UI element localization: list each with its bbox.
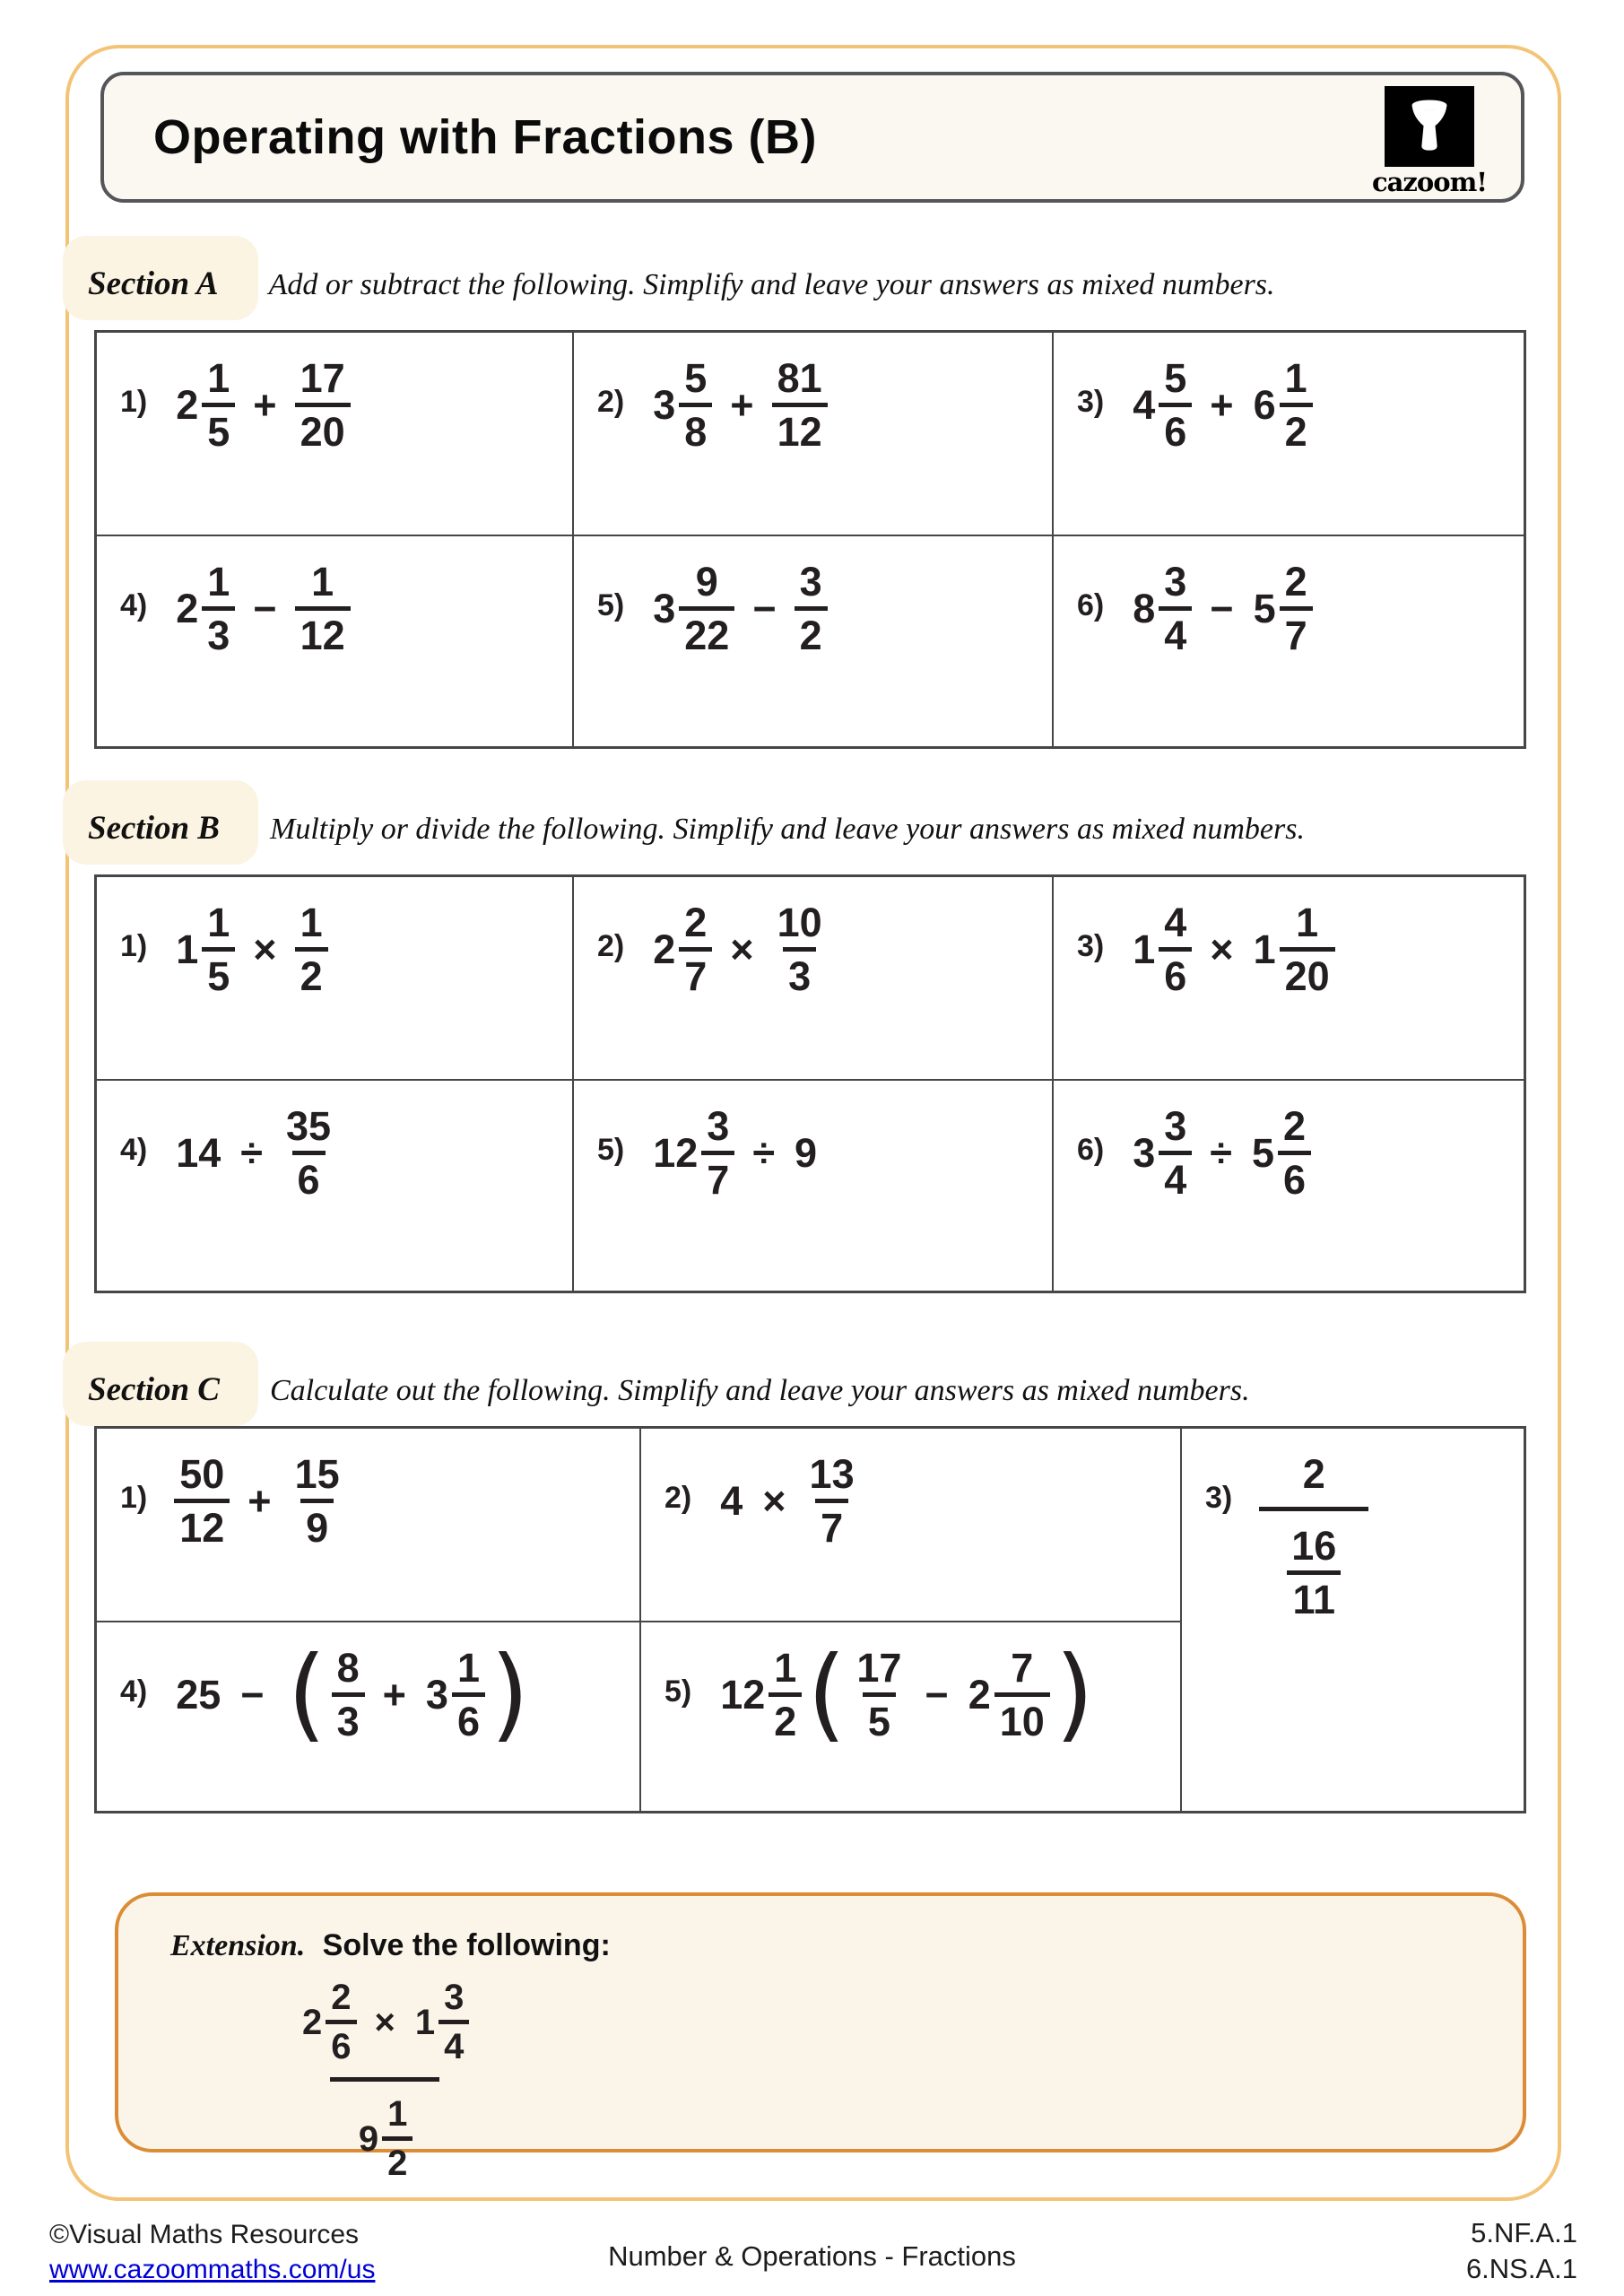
math-expression — [174, 1103, 336, 1203]
problem-cell — [97, 1622, 641, 1811]
mixed-number: 12 3 7 — [651, 1106, 734, 1200]
problem-cell — [574, 1081, 1054, 1291]
math-expression — [174, 1634, 534, 1753]
operator: × — [1210, 926, 1234, 972]
problem-cell — [97, 877, 574, 1081]
mixed-number: 6 1 2 — [1252, 358, 1313, 452]
fraction: 17 5 — [856, 1645, 902, 1744]
math-expression — [651, 561, 827, 656]
section-c-table — [94, 1426, 1526, 1813]
math-expression — [651, 355, 827, 455]
problem-cell — [574, 877, 1054, 1081]
mixed-number: 2 2 6 — [300, 1979, 357, 2065]
extension-box — [115, 1892, 1526, 2183]
section-c-label: Section C — [88, 1371, 220, 1408]
mixed-number: 3 9 22 — [651, 561, 734, 656]
operator: + — [253, 382, 277, 428]
complex-fraction — [274, 1979, 496, 2181]
section-c-header — [88, 1370, 1250, 1409]
mixed-number: 9 1 2 — [357, 2096, 413, 2181]
fraction: 8 3 — [332, 1648, 365, 1742]
mixed-number: 12 1 2 — [718, 1648, 802, 1742]
mixed-number: 3 5 8 — [651, 358, 712, 452]
mixed-number: 1 3 4 — [413, 1979, 470, 2065]
section-a-label: Section A — [88, 265, 219, 302]
math-expression — [174, 355, 350, 455]
fraction: 7 10 — [994, 1648, 1050, 1742]
parenthesis: ( — [287, 1634, 326, 1753]
cazoom-logo — [1370, 86, 1489, 197]
number: 9 — [795, 1130, 818, 1176]
mixed-number: 8 3 4 — [1131, 561, 1192, 656]
footer-topic: Number & Operations - Fractions — [608, 2240, 1016, 2272]
mixed-number: 5 2 7 — [1252, 561, 1313, 656]
math-expression — [1259, 1451, 1368, 1622]
parenthesis: ) — [490, 1634, 529, 1753]
math-expression — [718, 1634, 1099, 1753]
fraction: 2 7 — [679, 902, 712, 996]
problem-number: 5) — [664, 1674, 692, 1709]
operator: + — [1210, 382, 1234, 428]
operator: + — [248, 1478, 272, 1524]
extension-instruction: Solve the following: — [322, 1928, 611, 1962]
mixed-number: 3 3 4 — [1131, 1106, 1192, 1200]
problem-cell — [97, 333, 574, 536]
operator: − — [1210, 586, 1234, 631]
complex-fraction — [1259, 1451, 1368, 1622]
problem-number: 2) — [597, 385, 625, 419]
fraction: 1 2 — [1280, 358, 1313, 452]
fraction: $\frac{13}{7}$ — [809, 1451, 855, 1551]
problem-cell — [1054, 536, 1524, 746]
fraction: 3 4 — [1159, 561, 1192, 656]
problem-number: 3) — [1077, 385, 1105, 419]
section-a-instruction: Add or subtract the following. Simplify and leave your answers as mixed numbers. — [268, 268, 1275, 301]
extension-label: Extension. — [170, 1929, 306, 1962]
math-expression — [651, 900, 827, 999]
fraction: 5 6 — [1159, 358, 1192, 452]
drum-icon — [1385, 86, 1474, 167]
problem-number: 5) — [597, 588, 625, 622]
fraction: 9 22 — [679, 561, 734, 656]
fraction: $\frac{1}{2}$ — [295, 902, 328, 996]
fraction: 1 3 — [202, 561, 235, 656]
problem-cell — [97, 536, 574, 746]
math-expression — [174, 1451, 344, 1551]
problem-number: 1) — [120, 929, 148, 963]
fraction: 3 7 — [701, 1106, 734, 1200]
fraction: $\frac{10}{3}$ — [777, 900, 822, 999]
fraction: 16 11 — [1286, 1526, 1342, 1620]
operator: × — [374, 2002, 395, 2042]
copyright-text: ©Visual Maths Resources — [49, 2220, 360, 2249]
fraction: 1 5 — [202, 902, 235, 996]
footer-standards — [1466, 2215, 1577, 2288]
fraction: 1 5 — [202, 358, 235, 452]
mixed-number: 1 4 6 — [1131, 902, 1192, 996]
fraction: 5 8 — [679, 358, 712, 452]
math-expression — [174, 561, 350, 656]
math-expression — [174, 900, 327, 999]
operator: ÷ — [1210, 1130, 1232, 1176]
operator: × — [762, 1478, 786, 1524]
math-expression — [1131, 900, 1334, 999]
operator: + — [382, 1672, 406, 1718]
problem-number: 3) — [1077, 929, 1105, 963]
website-link[interactable]: www.cazoommaths.com/us — [49, 2255, 376, 2284]
problem-number: 2) — [664, 1481, 692, 1515]
problem-cell — [641, 1429, 1182, 1622]
math-expression — [1131, 1103, 1311, 1203]
mixed-number: 1 1 5 — [174, 902, 235, 996]
math-expression — [651, 1103, 819, 1203]
mixed-number: 2 1 5 — [174, 358, 235, 452]
problem-number: 1) — [120, 1481, 148, 1515]
problem-number: 2) — [597, 929, 625, 963]
fraction: 1 2 — [382, 2096, 413, 2181]
problem-number: 6) — [1077, 1133, 1105, 1167]
mixed-number: 2 1 3 — [174, 561, 235, 656]
section-b-table — [94, 874, 1526, 1293]
problem-cell — [97, 1429, 641, 1622]
number: 4 — [720, 1478, 743, 1524]
problem-cell — [1182, 1429, 1524, 1811]
fraction: 2 7 — [1280, 561, 1313, 656]
fraction: $\frac{1}{12}$ — [295, 561, 351, 656]
section-c-instruction: Calculate out the following. Simplify and leave your answers as mixed numbers. — [270, 1374, 1250, 1407]
problem-cell — [641, 1622, 1182, 1811]
math-expression — [1131, 561, 1312, 656]
fraction: 4 6 — [1159, 902, 1192, 996]
fraction: $\frac{3}{2}$ — [795, 561, 828, 656]
parenthesis: ) — [1055, 1634, 1094, 1753]
fraction: 1 2 — [769, 1648, 802, 1742]
number: 2 — [1302, 1451, 1325, 1497]
fraction: 2 6 — [326, 1979, 356, 2065]
problem-number: 4) — [120, 588, 148, 622]
standard-code: 5.NF.A.1 — [1471, 2217, 1577, 2248]
mixed-number: 2 7 10 — [967, 1648, 1050, 1742]
problem-cell — [1054, 333, 1524, 536]
math-expression — [1131, 355, 1312, 455]
problem-number: 4) — [120, 1133, 148, 1167]
title-box — [100, 72, 1524, 203]
problem-number: 1) — [120, 385, 148, 419]
mixed-number: 4 5 6 — [1131, 358, 1192, 452]
section-b-label: Section B — [88, 810, 220, 847]
extension-expression — [274, 1979, 1523, 2181]
math-expression — [274, 1979, 496, 2181]
section-b-instruction: Multiply or divide the following. Simplify and leave your answers as mixed numbers. — [270, 813, 1305, 846]
mixed-number: 3 1 6 — [424, 1648, 485, 1742]
problem-number: 6) — [1077, 588, 1105, 622]
section-b-header — [88, 809, 1305, 848]
number: 14 — [176, 1130, 221, 1176]
operator: − — [240, 1672, 265, 1718]
fraction: 2 6 — [1278, 1106, 1311, 1200]
parenthesis: ( — [807, 1634, 847, 1753]
fraction: 1 20 — [1280, 902, 1335, 996]
problem-number: 4) — [120, 1674, 148, 1709]
problem-cell — [574, 536, 1054, 746]
operator: − — [925, 1672, 949, 1718]
standard-code: 6.NS.A.1 — [1465, 2253, 1577, 2285]
problem-cell — [574, 333, 1054, 536]
operator: − — [253, 586, 277, 631]
operator: ÷ — [240, 1130, 263, 1176]
operator: + — [730, 382, 754, 428]
number: 25 — [176, 1672, 221, 1718]
fraction: $\frac{81}{12}$ — [772, 358, 828, 452]
operator: − — [752, 586, 777, 631]
problem-cell — [1054, 877, 1524, 1081]
problem-number: 3) — [1205, 1481, 1233, 1515]
operator: × — [253, 926, 277, 972]
fraction: $\frac{17}{20}$ — [295, 358, 351, 452]
mixed-number: 5 2 6 — [1250, 1106, 1311, 1200]
fraction: 1 6 — [452, 1648, 485, 1742]
page-title: Operating with Fractions (B) — [153, 110, 818, 164]
logo-text: cazoom! — [1371, 167, 1488, 197]
section-a-table — [94, 330, 1526, 749]
operator: ÷ — [752, 1130, 776, 1176]
mixed-number: 1 1 20 — [1252, 902, 1335, 996]
problem-number: 5) — [597, 1133, 625, 1167]
fraction: $\frac{15}{9}$ — [294, 1451, 340, 1551]
operator: × — [730, 926, 754, 972]
extension-header — [170, 1928, 1523, 1963]
section-a-header — [88, 265, 1275, 303]
fraction: 50 12 — [174, 1454, 230, 1548]
problem-cell — [1054, 1081, 1524, 1291]
problem-cell — [97, 1081, 574, 1291]
fraction: 3 4 — [1159, 1106, 1192, 1200]
mixed-number: 2 2 7 — [651, 902, 712, 996]
math-expression — [718, 1451, 859, 1551]
fraction: 3 4 — [439, 1979, 469, 2065]
fraction: $\frac{35}{6}$ — [286, 1103, 332, 1203]
